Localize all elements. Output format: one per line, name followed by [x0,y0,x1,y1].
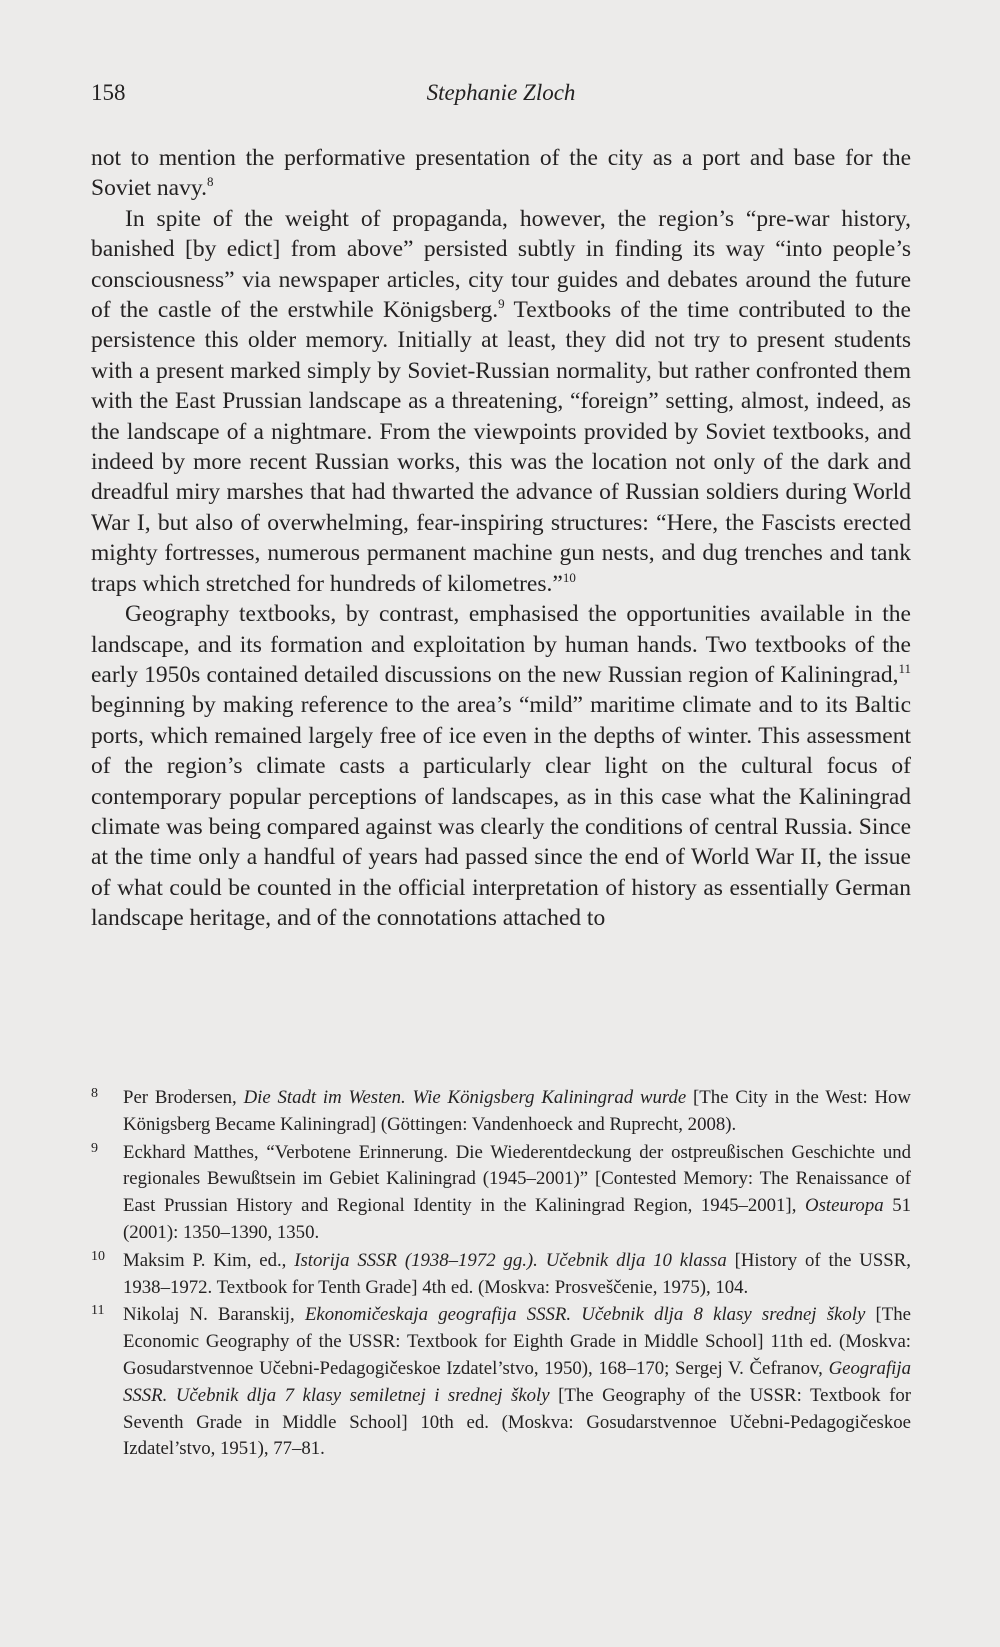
footnote-text: Nikolaj N. Baranskij, [123,1304,305,1326]
page-header [91,80,911,114]
footnote-9 [91,1140,911,1247]
paragraph-2 [91,204,911,599]
paragraph-3-text-b: beginning by making reference to the area’s “mild” maritime climate and to its Baltic ports, which remained largely free of ice even in the depths of winter. This assessment of the region’s climate casts a particularly clear light on the cultural focus of contemporary popular perceptions of landscapes, as in this case what the Kaliningrad climate was being compared against was clearly the conditions of central Russia. Since at the time only a handful of years had passed since the end of World War II, the issue of what could be counted in the official interpretation of history as essentially German landscape heritage, and of the connotations attached to [91,692,911,932]
paragraph-1-text: not to mention the performative presentation of the city as a port and base for the Soviet navy. [91,145,911,202]
footnote-title: Osteuropa [805,1195,884,1217]
footnote-8 [91,1085,911,1139]
footnote-title: Die Stadt im Westen. Wie Königsberg Kaliningrad wurde [243,1087,687,1108]
footnote-text: Eckhard Matthes, “Verbotene Erinnerung. Die Wiederentdeckung der ostpreußischen Geschichte und regionales Bewußtsein im Gebiet Kaliningrad (1945–2001)” [Contested Memory: The Renaissance of East Prussian History and Regional Identity in the Kaliningrad Region, 1945–2001], [123,1141,911,1217]
paragraph-1 [91,143,911,204]
paragraph-3-text-a: Geography textbooks, by contrast, emphasised the opportunities available in the landscape, and its formation and exploitation by human hands. Two textbooks of the early 1950s contained detailed discussions on the new Russian region of Kaliningrad, [91,601,911,688]
footnote-title: Istorija SSSR (1938–1972 gg.). Učebnik dlja 10 klassa [294,1249,727,1271]
footnote-11 [91,1302,911,1463]
footnote-number: 9 [91,1140,98,1156]
paragraph-2-text-b: Textbooks of the time contributed to the persistence this older memory. Initially at least, they did not try to present students with a present marked simply by Soviet-Russian normality, but rather confronted them with the East Prussian landscape as a threatening, “foreign” setting, almost, indeed, as the landscape of a nightmare. From the viewpoints provided by Soviet textbooks, and indeed by more recent Russian works, this was the location not only of the dark and dreadful miry marshes that had thwarted the advance of Russian soldiers during World War I, but also of overwhelming, fear-inspiring structures: “Here, the Fascists erected mighty fortresses, numerous permanent machine gun nests, and dug trenches and tank traps which stretched for hundreds of kilometres.” [91,297,911,597]
page-number: 158 [91,80,126,105]
footnote-title: Ekonomičeskaja geografija SSSR. Učebnik dlja 8 klasy srednej školy [304,1304,866,1326]
footnote-text: Maksim P. Kim, ed., [123,1249,295,1271]
footnote-10 [91,1248,911,1302]
footnote-title: Geografija SSSR. Učebnik dlja 7 klasy semiletnej i srednej školy [123,1357,911,1406]
footnotes [91,1085,911,1464]
footnote-number: 10 [91,1248,105,1264]
paragraph-3 [91,599,911,933]
footnote-text: [The Geography of the USSR: Textbook for Seventh Grade in Middle School] 10th ed. (Moskva: Gosudarstvennoe Učebni-Pedagogičeskoe Izdatel’stvo, 1951), 77–81. [123,1384,912,1460]
footnote-text: Per Brodersen, [123,1087,244,1108]
footnote-text: 51 (2001): 1350–1390, 1350. [123,1195,911,1243]
footnote-text: [History of the USSR, 1938–1972. Textbook for Tenth Grade] 4th ed. (Moskva: Prosveščenie, 1975), 104. [123,1249,911,1298]
footnote-ref-11: 11 [898,661,911,677]
footnote-ref-8: 8 [206,174,214,190]
footnote-text: [The Economic Geography of the USSR: Textbook for Eighth Grade in Middle School] 11th ed. (Moskva: Gosudarstvennoe Učebni-Pedagogičeskoe Izdatel’stvo, 1950), 168–170; Sergej V. Čefranov, [123,1304,912,1379]
main-text [91,143,911,934]
running-head-author: Stephanie Zloch [426,80,576,105]
footnote-number: 8 [91,1086,98,1101]
footnote-number: 11 [91,1303,105,1319]
paragraph-2-text-a: In spite of the weight of propaganda, however, the region’s “pre-war history, banished [by edict] from above” persisted subtly in finding its way “into people’s consciousness” via newspaper articles, city tour guides and debates around the future of the castle of the erstwhile Königsberg. [91,205,911,324]
footnote-text: [The City in the West: How Königsberg Became Kaliningrad] (Göttingen: Vandenhoeck and Ruprecht, 2008). [123,1087,911,1135]
footnote-ref-9: 9 [498,296,505,312]
footnote-ref-10: 10 [562,569,576,585]
